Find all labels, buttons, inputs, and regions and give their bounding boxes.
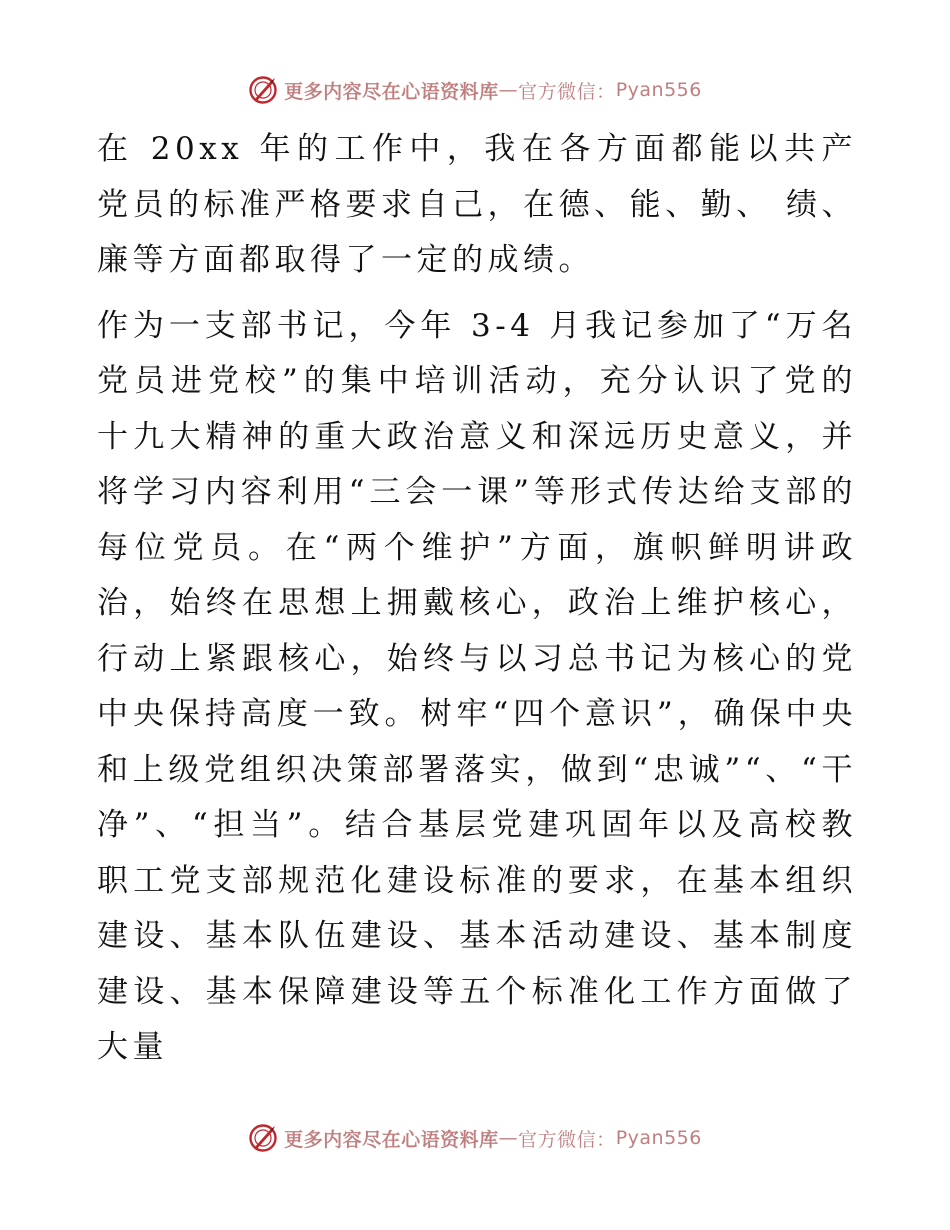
body-paragraph-1: 在 20xx 年的工作中，我在各方面都能以共产党员的标准严格要求自己，在德、能、勤、 绩、廉等方面都取得了一定的成绩。 (97, 131, 857, 278)
footer-banner (0, 1118, 950, 1158)
header-separator: — (498, 79, 519, 101)
header-wechat-id: Pyan556 (615, 79, 702, 101)
body-paragraph-2: 作为一支部书记，今年 3-4 月我记参加了“万名党员进党校”的集中培训活动，充分认识了党的十九大精神的重大政治意义和深远历史意义，并将学习内容利用“三会一课”等形式传达给支部的每位党员。在“两个维护”方面，旗帜鲜明讲政治，始终在思想上拥戴核心，政治上维护核心，行动上紧跟核心，始终与以习总书记为核心的党中央保持高度一致。树牢“四个意识”，确保中央和上级党组织决策部署落实，做到“忠诚”“、“干净”、“担当”。结合基层党建巩固年以及高校教职工党支部规范化建设标准的要求，在基本组织建设、基本队伍建设、基本活动建设、基本制度建设、基本保障建设等五个标准化工作方面做了大量 (97, 307, 857, 1065)
quill-seal-logo-icon (248, 75, 278, 105)
header-brand-text: 更多内容尽在心语资料库 (284, 80, 499, 103)
footer-wechat-id: Pyan556 (615, 1127, 702, 1149)
footer-wechat-label: 官方微信： (518, 1128, 616, 1151)
header-banner (0, 70, 950, 110)
header-wechat-label: 官方微信： (518, 80, 616, 103)
quill-seal-logo-icon (248, 1123, 278, 1153)
footer-separator: — (498, 1127, 519, 1149)
document-body (97, 122, 857, 1076)
footer-brand-text: 更多内容尽在心语资料库 (284, 1128, 499, 1151)
